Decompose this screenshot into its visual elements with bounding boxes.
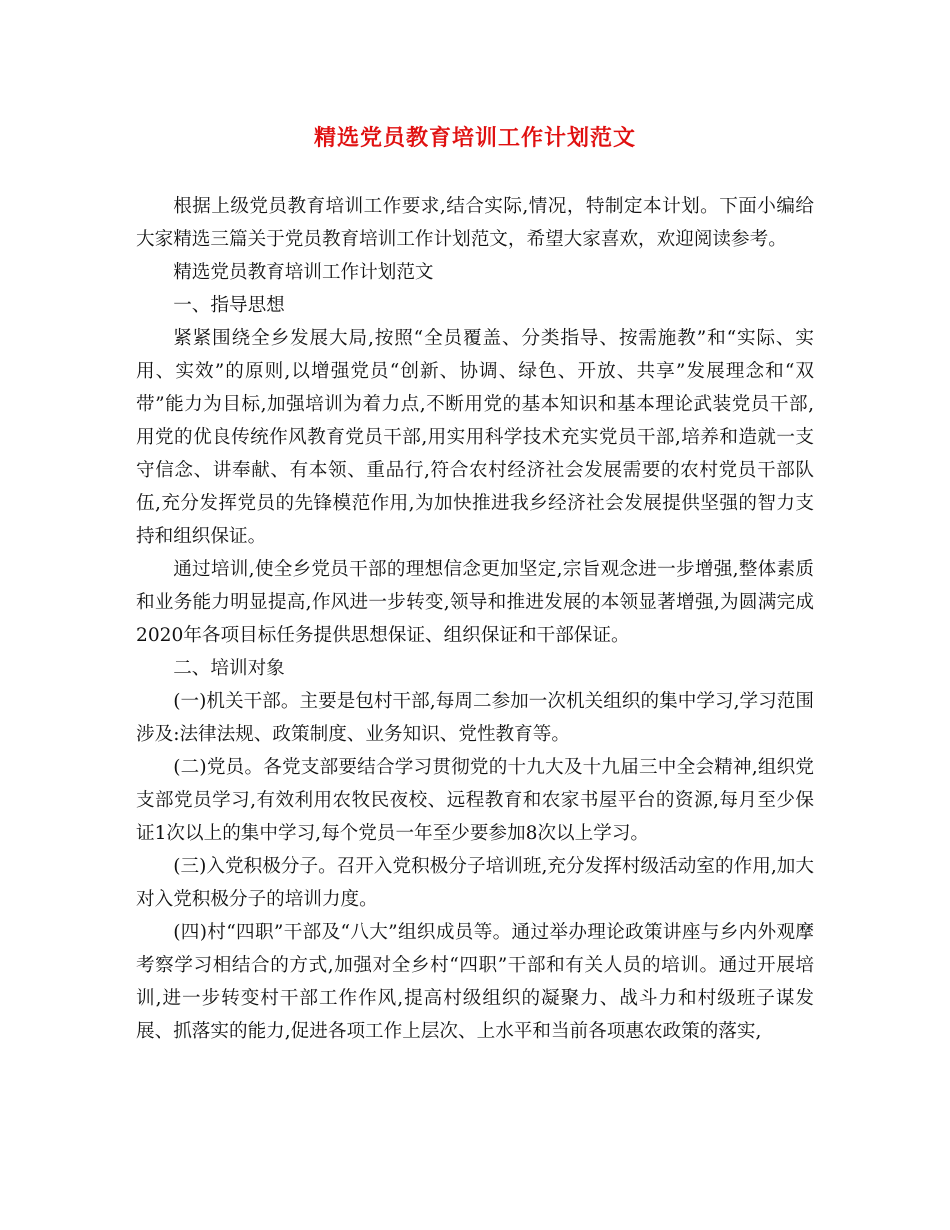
document-body	[136, 190, 814, 1048]
list-item-paragraph: (四)村“四职”干部及“八大”组织成员等。通过举办理论政策讲座与乡内外观摩考察学习相结合的方式,加强对全乡村“四职”干部和有关人员的培训。通过开展培训,进一步转变村干部工作作风,提高村级组织的凝聚力、战斗力和村级班子谋发展、抓落实的能力,促进各项工作上层次、上水平和当前各项惠农政策的落实,	[136, 922, 814, 1042]
section-heading-training-targets: 二、培训对象	[173, 658, 285, 679]
list-item-paragraph: (三)入党积极分子。召开入党积极分子培训班,充分发挥村级活动室的作用,加大对入党积极分子的培训力度。	[136, 856, 814, 910]
list-item-paragraph: (一)机关干部。主要是包村干部,每周二参加一次机关组织的集中学习,学习范围涉及:法律法规、政策制度、业务知识、党性教育等。	[136, 691, 814, 745]
section-heading-guiding-ideology: 一、指导思想	[173, 295, 285, 316]
intro-paragraph: 根据上级党员教育培训工作要求,结合实际,情况，特制定本计划。下面小编给大家精选三篇关于党员教育培训工作计划范文，希望大家喜欢，欢迎阅读参考。	[136, 196, 814, 250]
list-item-paragraph: (二)党员。各党支部要结合学习贯彻党的十九大及十九届三中全会精神,组织党支部党员学习,有效利用农牧民夜校、远程教育和农家书屋平台的资源,每月至少保证1次以上的集中学习,每个党员一年至少要参加8次以上学习。	[136, 757, 814, 844]
subtitle-paragraph: 精选党员教育培训工作计划范文	[173, 262, 434, 283]
body-paragraph: 紧紧围绕全乡发展大局,按照“全员覆盖、分类指导、按需施教”和“实际、实用、实效”的原则,以增强党员“创新、协调、绿色、开放、共享”发展理念和“双带”能力为目标,加强培训为着力点,不断用党的基本知识和基本理论武装党员干部,用党的优良传统作风教育党员干部,用实用科学技术充实党员干部,培养和造就一支守信念、讲奉献、有本领、重品行,符合农村经济社会发展需要的农村党员干部队伍,充分发挥党员的先锋模范作用,为加快推进我乡经济社会发展提供坚强的智力支持和组织保证。	[136, 328, 814, 547]
document-title: 精选党员教育培训工作计划范文	[313, 125, 636, 151]
body-paragraph: 通过培训,使全乡党员干部的理想信念更加坚定,宗旨观念进一步增强,整体素质和业务能力明显提高,作风进一步转变,领导和推进发展的本领显著增强,为圆满完成2020年各项目标任务提供思想保证、组织保证和干部保证。	[136, 559, 814, 646]
